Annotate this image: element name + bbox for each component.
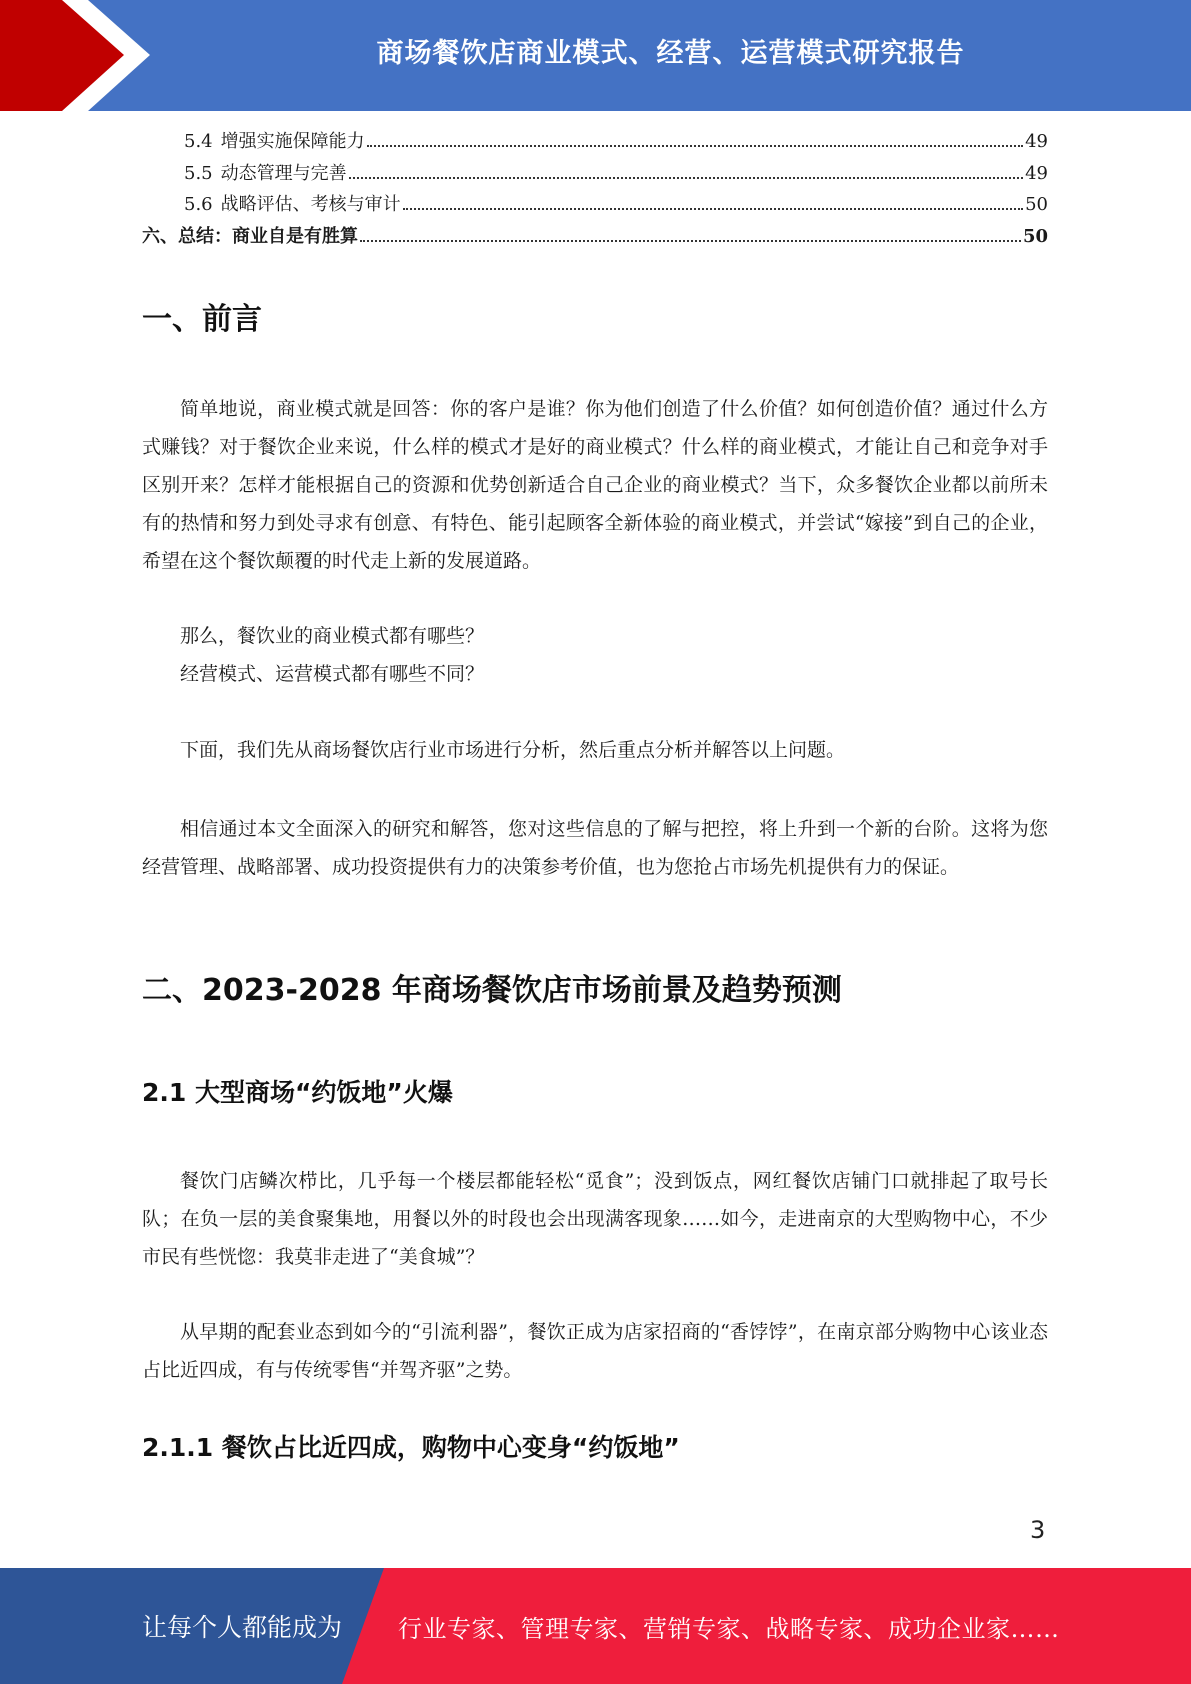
section-heading-market-outlook: 二、2023-2028 年商场餐饮店市场前景及趋势预测 <box>142 973 842 1008</box>
page-footer <box>0 1568 1191 1684</box>
toc-entry[interactable] <box>142 127 1048 159</box>
preface-paragraph: 相信通过本文全面深入的研究和解答，您对这些信息的了解与把控，将上升到一个新的台阶。这将为您经营管理、战略部署、成功投资提供有力的决策参考价值，也为您抢占市场先机提供有力的保证。 <box>142 818 1048 878</box>
table-of-contents <box>142 127 1048 253</box>
preface-paragraph: 下面，我们先从商场餐饮店行业市场进行分析，然后重点分析并解答以上问题。 <box>180 739 846 761</box>
section-heading-preface: 一、前言 <box>142 302 262 337</box>
toc-entry-number: 5.5 <box>184 162 213 184</box>
toc-entry-page: 50 <box>1025 194 1048 215</box>
toc-leader-dots <box>403 208 1023 210</box>
subsection-heading: 2.1.1 餐饮占比近四成，购物中心变身“约饭地” <box>142 1433 680 1462</box>
preface-question: 那么，餐饮业的商业模式都有哪些？ <box>180 625 485 647</box>
toc-entry[interactable] <box>142 222 1048 254</box>
toc-leader-dots <box>360 240 1021 242</box>
page-number: 3 <box>1030 1516 1046 1544</box>
header-arrow-decoration <box>0 0 160 111</box>
toc-entry-title: 六、总结：商业自是有胜算 <box>142 225 358 247</box>
toc-entry-page: 50 <box>1022 225 1048 247</box>
footer-slogan-left: 让每个人都能成为 <box>142 1613 343 1642</box>
header-title: 商场餐饮店商业模式、经营、运营模式研究报告 <box>376 37 965 69</box>
page-header <box>0 0 1191 111</box>
toc-entry[interactable] <box>142 159 1048 191</box>
body-paragraph: 从早期的配套业态到如今的“引流利器”，餐饮正成为店家招商的“香饽饽”，在南京部分购物中心该业态占比近四成，有与传统零售“并驾齐驱”之势。 <box>142 1321 1048 1381</box>
toc-leader-dots <box>349 177 1023 179</box>
subsection-heading: 2.1 大型商场“约饭地”火爆 <box>142 1078 453 1107</box>
toc-entry[interactable] <box>142 190 1048 222</box>
preface-question: 经营模式、运营模式都有哪些不同？ <box>180 663 485 685</box>
toc-entry-title: 动态管理与完善 <box>220 162 347 184</box>
toc-entry-number: 5.4 <box>184 131 213 152</box>
toc-entry-number: 5.6 <box>184 194 213 215</box>
toc-entry-page: 49 <box>1025 162 1048 184</box>
toc-entry-title: 战略评估、考核与审计 <box>220 194 401 215</box>
toc-entry-title: 增强实施保障能力 <box>220 131 365 152</box>
body-paragraph: 餐饮门店鳞次栉比，几乎每一个楼层都能轻松“觅食”；没到饭点，网红餐饮店铺门口就排起了取号长队；在负一层的美食聚集地，用餐以外的时段也会出现满客现象……如今，走进南京的大型购物中心，不少市民有些恍惚：我莫非走进了“美食城”？ <box>142 1170 1048 1268</box>
preface-paragraph: 简单地说，商业模式就是回答：你的客户是谁？你为他们创造了什么价值？如何创造价值？通过什么方式赚钱？对于餐饮企业来说，什么样的模式才是好的商业模式？什么样的商业模式，才能让自己和竞争对手区别开来？怎样才能根据自己的资源和优势创新适合自己企业的商业模式？当下，众多餐饮企业都以前所未有的热情和努力到处寻求有创意、有特色、能引起顾客全新体验的商业模式，并尝试“嫁接”到自己的企业，希望在这个餐饮颠覆的时代走上新的发展道路。 <box>142 398 1048 572</box>
footer-slogan-right: 行业专家、管理专家、营销专家、战略专家、成功企业家…… <box>398 1614 1060 1643</box>
toc-leader-dots <box>367 145 1023 147</box>
toc-entry-page: 49 <box>1025 131 1048 152</box>
